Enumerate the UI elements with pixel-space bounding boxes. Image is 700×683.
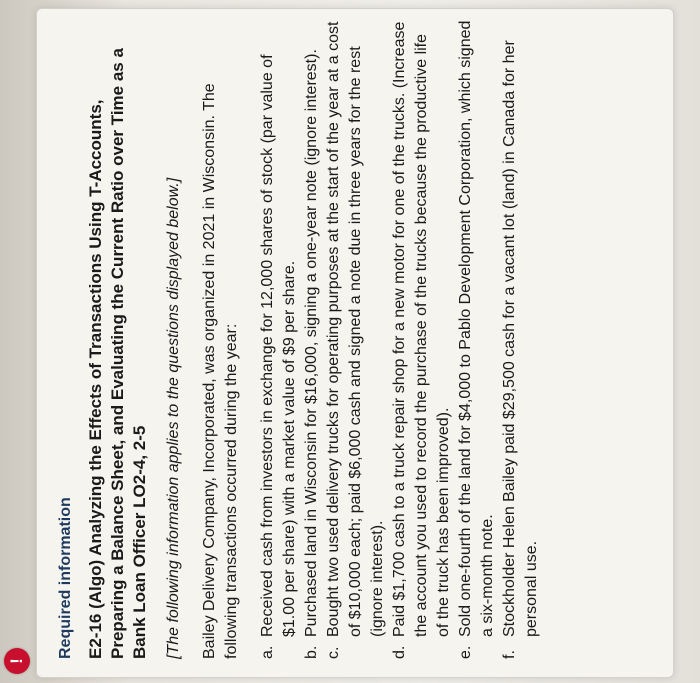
transaction-letter: f. xyxy=(501,650,518,659)
problem-intro: Bailey Delivery Company, Incorporated, was organized in 2021 in Wisconsin. The following transactions occurred during the year: xyxy=(201,83,240,659)
transaction-letter: e. xyxy=(457,645,474,659)
transaction-item-a xyxy=(257,19,301,659)
required-information-label: Required information xyxy=(57,497,74,659)
alert-icon: ! xyxy=(4,648,30,674)
transaction-item-c xyxy=(323,19,389,659)
transaction-text: Purchased land in Wisconsin for $16,000, signing a one-year note (ignore interest). xyxy=(303,49,320,637)
transaction-list xyxy=(257,19,543,659)
transaction-letter: a. xyxy=(259,645,276,659)
transaction-letter: c. xyxy=(325,646,342,659)
transaction-text: Received cash from investors in exchange for 12,000 shares of stock (par value of $1.00 per share) with a market value of $9 per share. xyxy=(259,54,298,637)
transaction-item-b xyxy=(301,19,323,659)
transaction-text: Bought two used delivery trucks for operating purposes at the start of the year at a cost of $10,000 each; paid $6,000 cash and signed a note due in three years for the rest (ignore interest). xyxy=(325,21,386,637)
document-page xyxy=(36,8,674,678)
transaction-text: Paid $1,700 cash to a truck repair shop for a new motor for one of the trucks. (Increase the account you used to record the purchase of the trucks because the productive life of the truck has been improved). xyxy=(391,21,452,637)
transaction-item-f xyxy=(499,19,543,659)
problem-title: E2-16 (Algo) Analyzing the Effects of Transactions Using T-Accounts, Preparing a Balance Sheet, and Evaluating the Current Ratio over Time as a Bank Loan Officer LO2-4, 2-5 xyxy=(86,48,149,659)
transaction-letter: b. xyxy=(303,645,320,659)
transaction-letter: d. xyxy=(391,645,408,659)
document-content xyxy=(55,19,655,659)
transaction-text: Stockholder Helen Bailey paid $29,500 cash for a vacant lot (land) in Canada for her personal use. xyxy=(501,40,540,637)
transaction-item-d xyxy=(389,19,455,659)
transaction-text: Sold one-fourth of the land for $4,000 to Pablo Development Corporation, which signed a six-month note. xyxy=(457,20,496,637)
problem-note: [The following information applies to the questions displayed below.] xyxy=(165,177,182,659)
transaction-item-e xyxy=(455,19,499,659)
